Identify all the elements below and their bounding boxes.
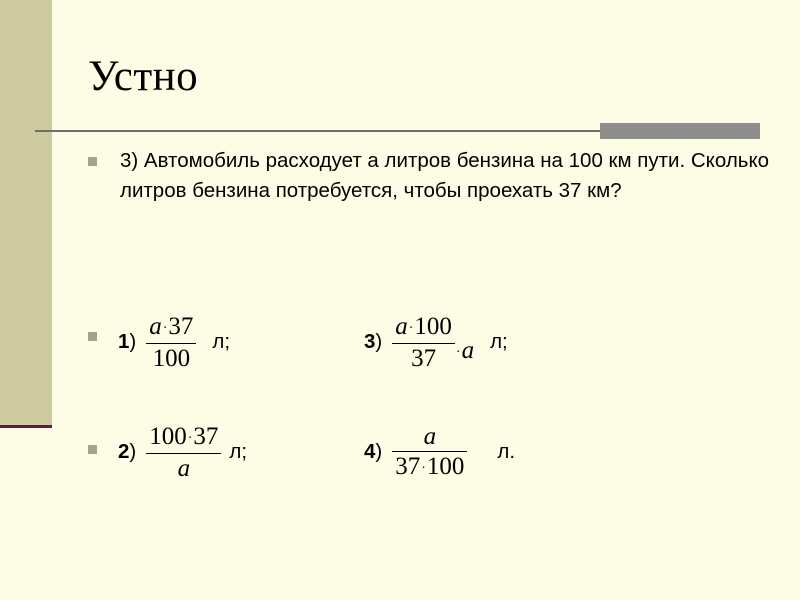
bullet-icon [88, 157, 97, 166]
problem-text: 3) Автомобиль расходует а литров бензина на 100 км пути. Сколько литров бензина потребуется, чтобы проехать 37 км? [120, 149, 770, 202]
answer-option-2 [118, 423, 247, 482]
option-number: 1) [118, 330, 137, 354]
option-number: 4) [364, 440, 383, 464]
fraction: $\frac{a\cdot 100}{37}$ [392, 313, 455, 372]
unit-label: л. [497, 440, 516, 464]
unit-label: л; [229, 440, 248, 464]
fraction: $\frac{100\cdot 37}{a}$ [146, 423, 221, 482]
bullet-icon [88, 332, 97, 341]
side-decor-line [0, 425, 52, 428]
answer-option-3 [364, 313, 508, 372]
fraction: $\frac{a}{37\cdot 100}$ [392, 423, 467, 482]
option-number: 2) [118, 440, 137, 464]
bullet-icon [88, 445, 97, 454]
slide-title: Устно [88, 53, 199, 100]
side-decor-band [0, 0, 52, 425]
answer-option-1 [118, 313, 230, 372]
option-number: 3) [364, 330, 383, 354]
unit-label: л; [490, 330, 508, 354]
multiplier: ·a [455, 337, 475, 365]
fraction: $\frac{a\cdot 37}{100}$ [146, 313, 196, 372]
answer-option-4 [364, 423, 515, 482]
unit-label: л; [212, 330, 231, 354]
title-divider-accent [600, 123, 760, 139]
